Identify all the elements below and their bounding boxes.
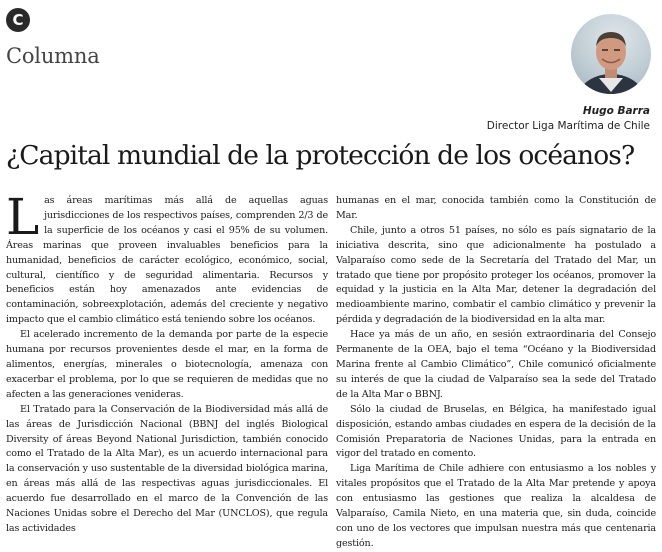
author-byline: [487, 104, 650, 134]
drop-cap: L: [6, 188, 40, 246]
article-paragraph-2: El acelerado incremento de la demanda por parte de la especie humana por recursos provenientes desde el mar, en la forma de alimentos, energías, minerales o biotecnología, amenaza con exacerbar el problema, por lo que se requieren de medidas que no afecten a las generaciones venideras.: [6, 329, 328, 400]
article-paragraph-4: Chile, junto a otros 51 países, no sólo es país signatario de la iniciativa descrita, sino que adicionalmente ha postulado a Valparaíso como sede de la Secretaría del Tratado del Mar, un tratado que tiene por propósito proteger los océanos, promover la equidad y la justicia en la Alta Mar, detener la degradación del medioambiente marino, combatir el cambio climático y prevenir la pérdida y degradación de la biodiversidad en la alta mar.: [336, 224, 656, 326]
section-label: Columna: [6, 44, 100, 68]
section-badge: C: [6, 8, 30, 32]
article-headline: ¿Capital mundial de la protección de los océanos?: [6, 140, 635, 171]
author-photo-illustration: [571, 14, 651, 94]
author-name: Hugo Barra: [582, 105, 650, 117]
article-column-right: [336, 194, 656, 552]
author-role: Director Liga Marítima de Chile: [486, 120, 650, 132]
paragraph-text: as áreas marítimas más allá de aquellas aguas jurisdicciones de los respectivos países, comprenden 2/3 de la superficie de los océanos y casi el 95% de su volumen. Áreas marinas que proveen invaluables beneficios para la humanidad, beneficios de carácter ecológico, económico, social, cultural, científico y de seguridad alimentaria. Recursos y beneficios están hoy amenazados ante evidencias de contaminación, sobreexplotación, además del creciente y negativo impacto que el cambio climático está teniendo sobre los océanos.: [6, 195, 328, 326]
article-column-left: [6, 188, 328, 537]
article-paragraph-6: Sólo la ciudad de Bruselas, en Bélgica, ha manifestado igual disposición, estando ambas ciudades en espera de la decisión de la Comisión Preparatoria de Naciones Unidas, para la entrada en vigor del tratado en comento.: [336, 403, 656, 460]
article-paragraph-1: [6, 188, 328, 328]
author-photo: [571, 14, 651, 94]
article-paragraph-3-continued: humanas en el mar, conocida también como la Constitución de Mar.: [336, 195, 656, 221]
article-paragraph-5: Hace ya más de un año, en sesión extraordinaria del Consejo Permanente de la OEA, bajo el tema “Océano y la Biodiversidad Marina frente al Cambio Climático”, Chile comunicó oficialmente su interés de que la ciudad de Valparaíso sea la sede del Tratado de la Alta Mar o BBNJ.: [336, 329, 656, 400]
article-paragraph-3: El Tratado para la Conservación de la Biodiversidad más allá de las áreas de Jurisdicción Nacional (BBNJ del inglés Biological Diversity of áreas Beyond National Jurisdiction, también conocido como el Tratado de la Alta Mar), es un acuerdo internacional para la conservación y uso sustentable de la diversidad biológica marina, en áreas más allá de las respectivas aguas jurisdiccionales. El acuerdo fue desarrollado en el marco de la Convención de las Naciones Unidas sobre el Derecho del Mar (UNCLOS), que regula las actividades: [6, 403, 328, 534]
article-paragraph-7: Liga Marítima de Chile adhiere con entusiasmo a los nobles y vitales propósitos que el Tratado de la Alta Mar pretende y apoya con entusiasmo las gestiones que realiza la alcaldesa de Valparaíso, Camila Nieto, en una materia que, sin duda, coincide con uno de los vectores que impulsan nuestra más que centenaria gestión.: [336, 463, 656, 549]
